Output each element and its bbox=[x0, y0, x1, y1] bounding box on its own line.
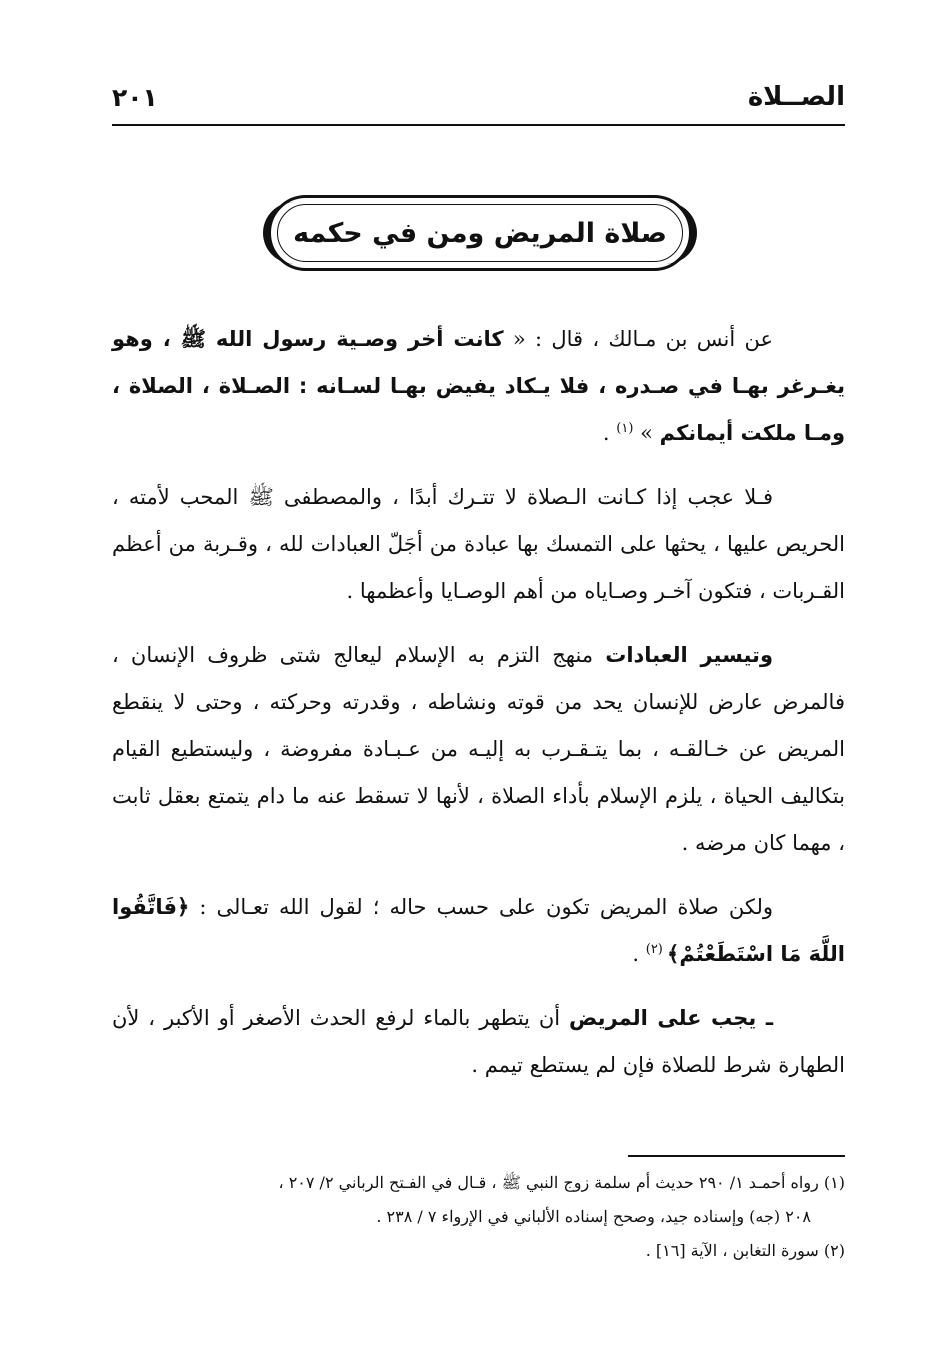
purification-text: أن يتطهر بالماء لرفع الحدث الأصغر أو الأكبر ، لأن الطهارة شرط للصلاة فإن لم يستطع تيمم . bbox=[112, 1006, 845, 1077]
hadith-text: كانت أخر وصـية رسول الله ﷺ ، وهو يغـرغر بهـا في صـدره ، فلا يـكاد يفيض بهـا لسـانه : الصـلاة ، الصلاة ، ومـا ملكت أيمانكم bbox=[112, 327, 845, 445]
quran-verse: ﴿فَاتَّقُوا اللَّهَ مَا اسْتَطَعْتُمْ﴾ bbox=[112, 895, 845, 966]
paragraph-commentary: فـلا عجب إذا كـانت الـصلاة لا تتـرك أبدًا ، والمصطفى ﷺ المحب لأمته ، الحريص عليها ، يحثها على التمسك بها عبادة من أجَلّ العبادات لله ، وقـربة من أعظم القـربات ، فتكون آخـر وصـاياه من أهم الوصـايا وأعظمها . bbox=[112, 485, 845, 603]
easing-worship-text: منهج التزم به الإسلام ليعالج شتى ظروف الإنسان ، فالمرض عارض للإنسان يحد من قوته ونشاطه ، وقدرته وحركته ، وحتى لا ينقطع المريض عن خـالقـه ، بما يتـقـرب به إليـه من عـبـادة مفروضة ، وليستطيع القيام بتكاليف الحياة ، يلزم الإسلام بأداء الصلاة ، لأنها لا تسقط عنه ما دام يتمتع بعقل ثابت ، مهما كان مرضه . bbox=[112, 643, 845, 855]
footnotes bbox=[112, 1166, 845, 1268]
hadith-intro: عن أنس بن مـالك ، قال : « bbox=[503, 327, 773, 351]
paragraph-easing-worship bbox=[112, 632, 845, 867]
paragraph-quran-verse bbox=[112, 884, 845, 978]
paragraph-purification bbox=[112, 995, 845, 1089]
body-text bbox=[112, 316, 845, 1106]
footnote-1-line-2: ٢٠٨ (جه) وإسناده جيد، وصحح إسناده الألباني في الإرواء ٧ / ٢٣٨ . bbox=[376, 1207, 811, 1226]
verse-end: . bbox=[632, 942, 646, 966]
chapter-title: الصــلاة bbox=[747, 82, 845, 112]
running-head bbox=[112, 78, 845, 116]
section-title-frame bbox=[268, 195, 692, 271]
header-rule bbox=[112, 124, 845, 126]
purification-heading: ـ يجب على المريض bbox=[569, 1006, 773, 1030]
paragraph-hadith bbox=[112, 316, 845, 457]
section-title: صلاة المريض ومن في حكمه bbox=[293, 217, 667, 249]
hadith-end: . bbox=[602, 421, 617, 445]
verse-intro: ولكن صلاة المريض تكون على حسب حاله ؛ لقول الله تعـالى : bbox=[189, 895, 773, 919]
page-number: ٢٠١ bbox=[112, 82, 158, 112]
footnote-ref-1[interactable]: (١) bbox=[616, 421, 634, 436]
footnote-ref-2[interactable]: (٢) bbox=[645, 942, 668, 957]
footnote-2: (٢) سورة التغابن ، الآية [١٦] . bbox=[645, 1241, 845, 1260]
footnote-1-line-1: (١) رواه أحمـد ١/ ٢٩٠ حديث أم سلمة زوج النبي ﷺ ، قـال في الفـتح الرباني ٢/ ٢٠٧ ، bbox=[278, 1173, 845, 1192]
hadith-close: » bbox=[633, 421, 660, 445]
easing-worship-heading: وتيسير العبادات bbox=[605, 643, 773, 667]
footnote-rule bbox=[628, 1155, 845, 1157]
